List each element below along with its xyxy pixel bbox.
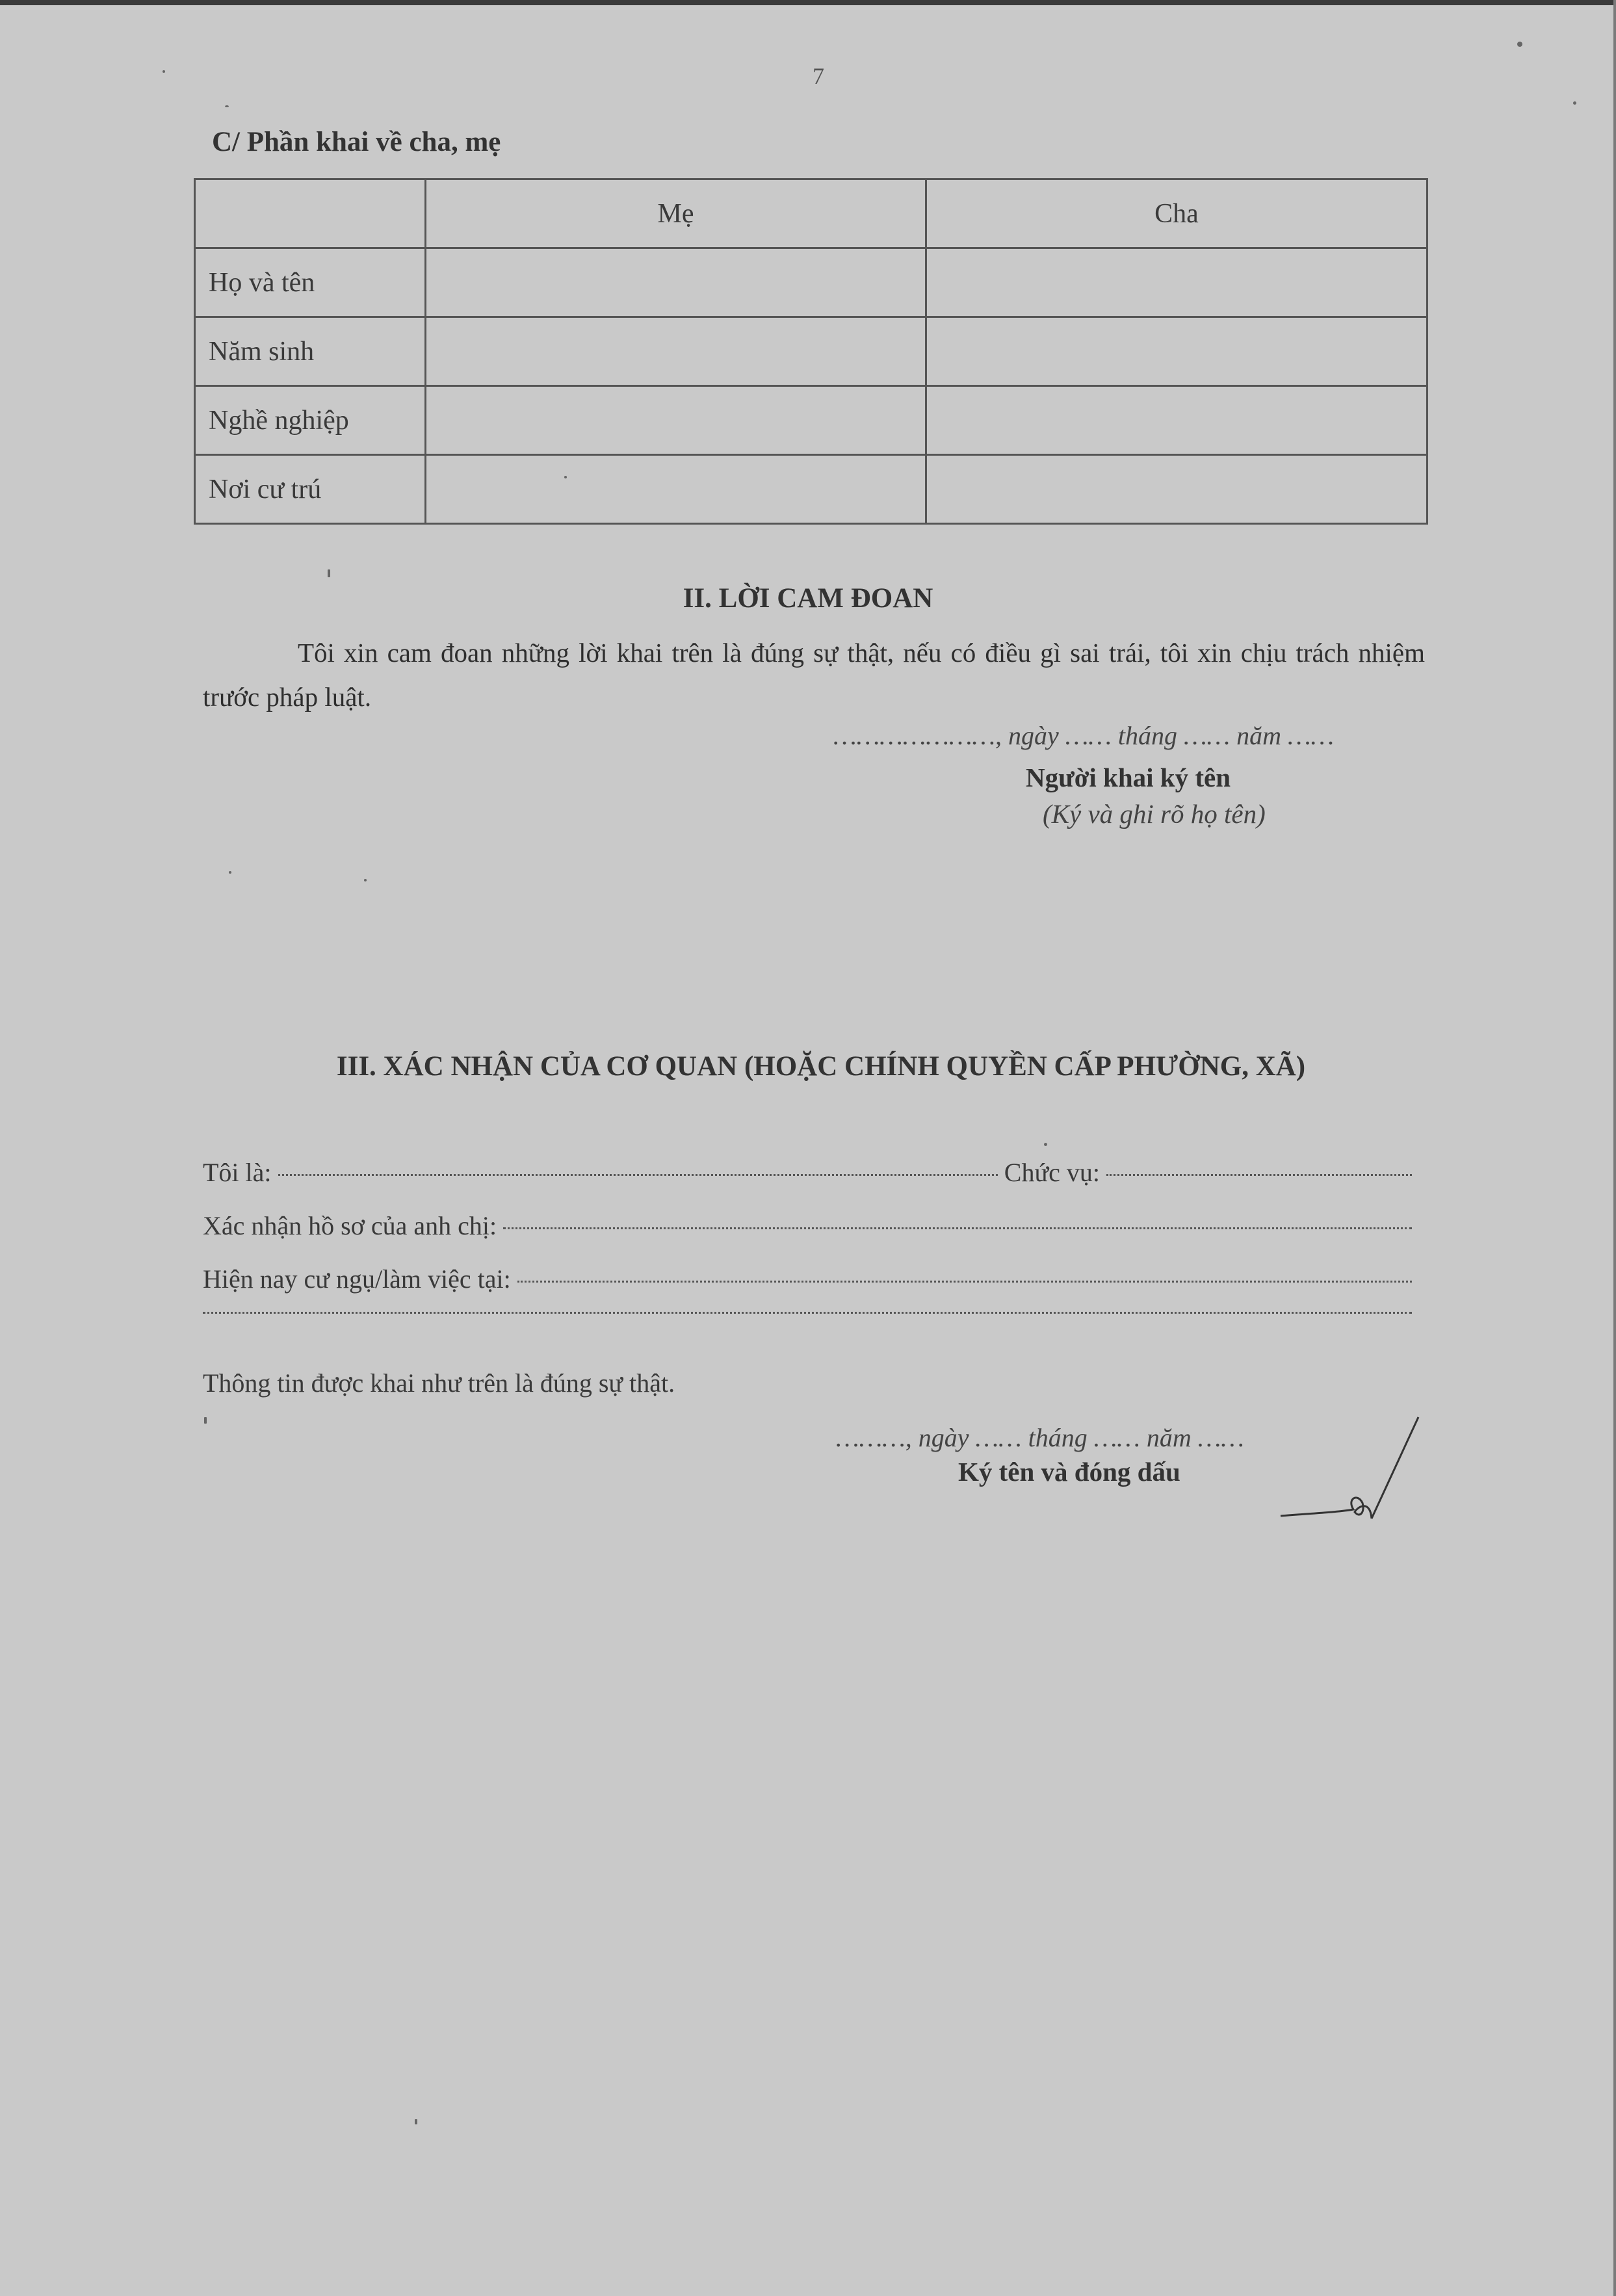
cell-me-noi-cu-tru[interactable]: [426, 455, 926, 524]
field-row-toi-la: [203, 1157, 1418, 1188]
hien-nay-dotted-line[interactable]: [517, 1281, 1412, 1283]
table-header-row: [195, 179, 1427, 248]
page-number: 7: [813, 63, 824, 89]
cell-cha-ho-ten[interactable]: [926, 248, 1427, 317]
section-2-paragraph: Tôi xin cam đoan những lời khai trên là đúng sự thật, nếu có điều gì sai trái, tôi xin chịu trách nhiệm trước pháp luật.: [203, 638, 1425, 712]
field-row-xac-nhan: [203, 1210, 1418, 1241]
section-2-signer-note: (Ký và ghi rõ họ tên): [1043, 799, 1266, 829]
row-label: Họ và tên: [195, 248, 426, 317]
section-3-heading: III. XÁC NHẬN CỦA CƠ QUAN (HOẶC CHÍNH QUYỀN CẤP PHƯỜNG, XÃ): [336, 1051, 1306, 1082]
section-c-heading: C/ Phần khai về cha, mẹ: [212, 127, 501, 157]
chuc-vu-dotted-line[interactable]: [1106, 1174, 1412, 1176]
toi-la-label: Tôi là:: [203, 1158, 272, 1187]
row-label: Nơi cư trú: [195, 455, 426, 524]
handwritten-signature-icon: [1274, 1415, 1430, 1532]
section-2-date-line: …………………, ngày …… tháng …… năm ……: [833, 721, 1335, 750]
field-row-continuation: [203, 1317, 1418, 1319]
cell-me-ho-ten[interactable]: [426, 248, 926, 317]
xac-nhan-label: Xác nhận hồ sơ của anh chị:: [203, 1211, 497, 1240]
table-header-cell-blank: [195, 179, 426, 248]
chuc-vu-label: Chức vụ:: [1004, 1158, 1100, 1187]
row-label: Nghề nghiệp: [195, 386, 426, 455]
section-2-heading: II. LỜI CAM ĐOAN: [683, 583, 933, 614]
section-3-confirm-text: Thông tin được khai như trên là đúng sự thật.: [203, 1368, 675, 1398]
continuation-dotted-line[interactable]: [203, 1312, 1412, 1314]
cell-cha-noi-cu-tru[interactable]: [926, 455, 1427, 524]
cell-me-nghe-nghiep[interactable]: [426, 386, 926, 455]
scan-edge-right: [1613, 0, 1616, 2296]
hien-nay-label: Hiện nay cư ngụ/làm việc tại:: [203, 1264, 511, 1294]
toi-la-dotted-line[interactable]: [278, 1174, 998, 1176]
parents-table: [194, 178, 1428, 525]
table-header-cha: Cha: [926, 179, 1427, 248]
field-row-hien-nay: [203, 1264, 1418, 1294]
table-row: [195, 317, 1427, 386]
section-2-signer-title: Người khai ký tên: [1026, 763, 1231, 792]
table-header-me: Mẹ: [426, 179, 926, 248]
section-3-signer-title: Ký tên và đóng dấu: [958, 1457, 1180, 1487]
table-row: [195, 455, 1427, 524]
table-row: [195, 386, 1427, 455]
cell-cha-nam-sinh[interactable]: [926, 317, 1427, 386]
row-label: Năm sinh: [195, 317, 426, 386]
cell-me-nam-sinh[interactable]: [426, 317, 926, 386]
xac-nhan-dotted-line[interactable]: [503, 1227, 1412, 1229]
scan-edge-top: [0, 0, 1616, 5]
table-row: [195, 248, 1427, 317]
section-3-date-line: ………, ngày …… tháng …… năm ……: [836, 1423, 1244, 1452]
cell-cha-nghe-nghiep[interactable]: [926, 386, 1427, 455]
